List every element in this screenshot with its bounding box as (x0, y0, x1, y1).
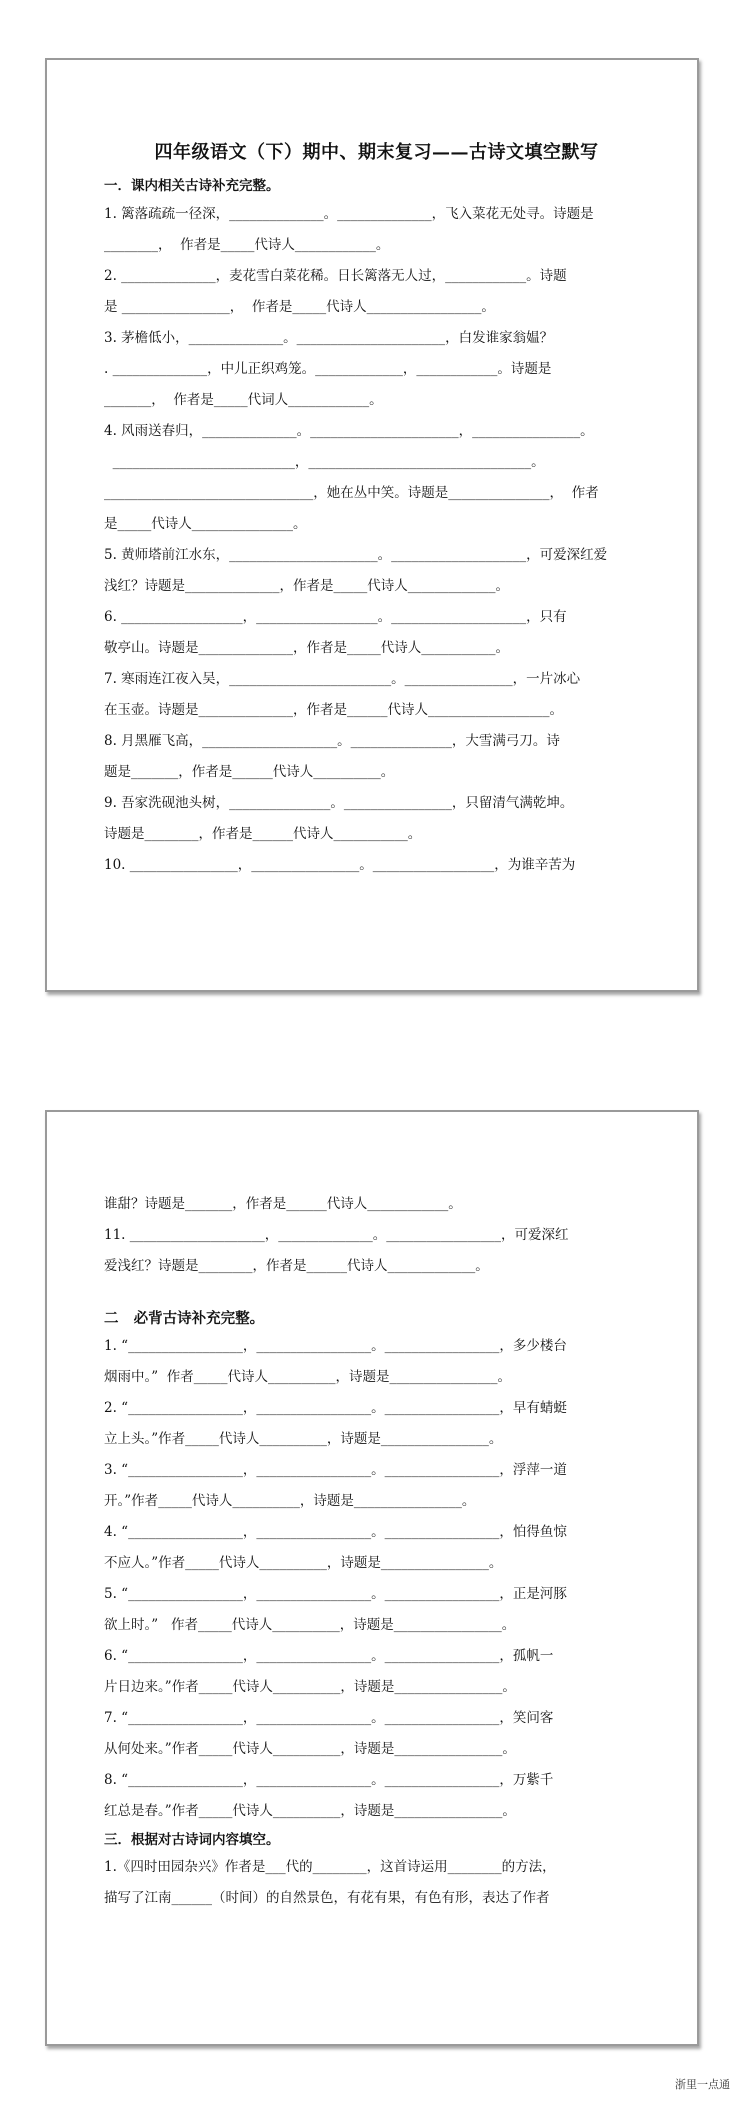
question-line: 10. ________________，________________。__________________，为谁辛苦为 (104, 857, 576, 873)
question-line: . ______________，中儿正织鸡笼。_____________，____________。诗题是 (104, 361, 552, 377)
question-line: 7. 寒雨连江夜入吴，________________________。________________，一片冰心 (104, 671, 581, 687)
question-line: 题是_______，作者是______代诗人__________。 (104, 764, 395, 780)
question-line: 3. “_________________，_________________。_________________，浮萍一道 (104, 1462, 567, 1478)
question-line: 描写了江南______（时间）的自然景色，有花有果，有色有形，表达了作者 (104, 1890, 550, 1906)
question-line: 是_____代诗人_______________。 (104, 516, 307, 532)
question-line: 1. 篱落疏疏一径深，______________。______________，飞入菜花无处寻。诗题是 (104, 206, 594, 222)
section-2-heading: 二 必背古诗补充完整。 (104, 1310, 265, 1327)
page-2-continued-lines (104, 1194, 649, 1276)
question-line: 2. ______________，麦花雪白菜花稀。日长篱落无人过，____________。诗题 (104, 268, 567, 284)
section-1-heading: 一．课内相关古诗补充完整。 (104, 178, 280, 194)
question-line: 诗题是________，作者是______代诗人___________。 (104, 826, 422, 842)
question-line: 爱浅红？诗题是________，作者是______代诗人_____________。 (104, 1258, 489, 1274)
page-1-question-lines (104, 204, 649, 875)
question-line: 6. __________________，__________________。____________________，只有 (104, 609, 567, 625)
question-line: 9. 吾家洗砚池头树，_______________。________________，只留清气满乾坤。 (104, 795, 574, 811)
question-line: 谁甜？诗题是_______，作者是______代诗人____________。 (104, 1196, 462, 1212)
page-1 (45, 58, 699, 992)
question-line: _______， 作者是_____代词人____________。 (104, 392, 383, 408)
question-line: 敬亭山。诗题是______________，作者是_____代诗人___________。 (104, 640, 509, 656)
document-title: 四年级语文（下）期中、期末复习——古诗文填空默写 (154, 142, 599, 163)
question-line: 5. 黄师塔前江水东，______________________。____________________，可爱深红爱 (104, 547, 608, 563)
question-line: 2. “_________________，_________________。_________________，早有蜻蜓 (104, 1400, 567, 1416)
question-line: 6. “_________________，_________________。_________________，孤帆一 (104, 1648, 554, 1664)
question-line: 是 ________________， 作者是_____代诗人_________________。 (104, 299, 495, 315)
question-line: 浅红？诗题是______________，作者是_____代诗人_____________。 (104, 578, 509, 594)
question-line: 3. 茅檐低小，______________。______________________，白发谁家翁媪？ (104, 330, 554, 346)
question-line: 1. “_________________，_________________。_________________，多少楼台 (104, 1338, 567, 1354)
question-line: 4. “_________________，_________________。_________________，怕得鱼惊 (104, 1524, 567, 1540)
question-line: ___________________________，_________________________________。 (104, 454, 545, 470)
question-line: 立上头。”作者_____代诗人__________，诗题是________________。 (104, 1431, 503, 1447)
question-line: 在玉壶。诗题是______________，作者是______代诗人__________________。 (104, 702, 563, 718)
question-line: 不应人。”作者_____代诗人__________，诗题是________________。 (104, 1555, 503, 1571)
question-line: 8. “_________________，_________________。_________________，万紫千 (104, 1772, 554, 1788)
question-line: ________， 作者是_____代诗人____________。 (104, 237, 390, 253)
question-line: 7. “_________________，_________________。_________________，笑问客 (104, 1710, 554, 1726)
page-1-content (104, 138, 649, 886)
page-2 (45, 1110, 699, 2046)
question-line: 烟雨中。” 作者_____代诗人__________，诗题是________________。 (104, 1369, 511, 1385)
question-line: 片日边来。”作者_____代诗人__________，诗题是________________。 (104, 1679, 516, 1695)
question-line: 4. 风雨送春归，______________。______________________，________________。 (104, 423, 594, 439)
question-line: _______________________________，她在丛中笑。诗题是_______________， 作者 (104, 485, 599, 501)
section-2-question-lines (104, 1336, 649, 1821)
watermark-text: 浙里一点通 (675, 2078, 730, 2091)
question-line: 红总是春。”作者_____代诗人__________，诗题是________________。 (104, 1803, 516, 1819)
question-line: 1.《四时田园杂兴》作者是___代的________，这首诗运用________的方法， (104, 1859, 556, 1875)
question-line: 11. ____________________，______________。_________________，可爱深红 (104, 1227, 569, 1243)
question-line: 8. 月黑雁飞高，____________________。_______________，大雪满弓刀。诗 (104, 733, 560, 749)
section-3-question-lines (104, 1857, 649, 1908)
question-line: 从何处来。”作者_____代诗人__________，诗题是________________。 (104, 1741, 516, 1757)
page-2-content (104, 1194, 649, 1919)
section-3-heading: 三．根据对古诗词内容填空。 (104, 1832, 280, 1848)
question-line: 开。”作者_____代诗人__________，诗题是________________。 (104, 1493, 476, 1509)
question-line: 5. “_________________，_________________。_________________，正是河豚 (104, 1586, 567, 1602)
question-line: 欲上时。” 作者_____代诗人__________，诗题是________________。 (104, 1617, 516, 1633)
